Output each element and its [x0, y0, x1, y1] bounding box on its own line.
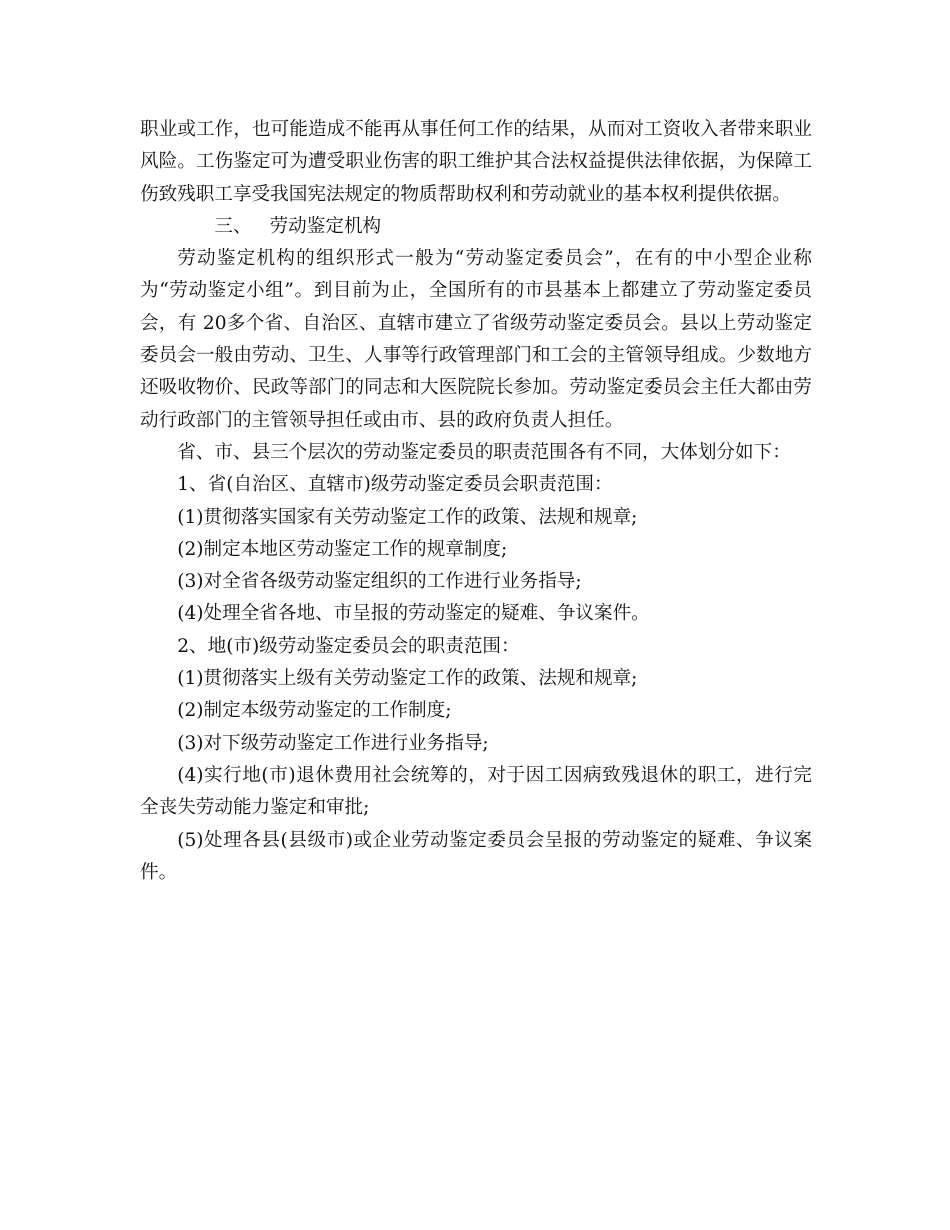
intro-paragraph: 职业或工作，也可能造成不能再从事任何工作的结果，从而对工资收入者带来职业风险。工伤鉴定可为遭受职业伤害的职工维护其合法权益提供法律依据，为保障工伤致残职工享受我国宪法规定的物质帮助权利和劳动就业的基本权利提供依据。 [140, 119, 812, 205]
document-page [140, 114, 812, 889]
scope-intro: 省、市、县三个层次的劳动鉴定委员的职责范围各有不同，大体划分如下： [177, 441, 791, 463]
section-title: 劳动鉴定机构 [269, 215, 382, 237]
provincial-item: (3)对全省各级劳动鉴定组织的工作进行业务指导; [177, 571, 582, 593]
municipal-item: (2)制定本级劳动鉴定的工作制度; [177, 700, 452, 722]
municipal-item: (1)贯彻落实上级有关劳动鉴定工作的政策、法规和规章; [177, 668, 638, 690]
municipal-item: (4)实行地(市)退休费用社会统筹的，对于因工因病致残退休的职工，进行完全丧失劳动能力鉴定和审批; [140, 764, 812, 819]
provincial-item: (4)处理全省各地、市呈报的劳动鉴定的疑难、争议案件。 [177, 603, 650, 625]
section-number: 三、 [214, 215, 252, 237]
municipal-title: 2、地(市)级劳动鉴定委员会的职责范围： [177, 635, 520, 657]
section-paragraph: 劳动鉴定机构的组织形式一般为“劳动鉴定委员会”，在有的中小型企业称为“劳动鉴定小组”。到目前为止，全国所有的市县基本上都建立了劳动鉴定委员会，有 20多个省、自治区、直辖市建立了省级劳动鉴定委员会。县以上劳动鉴定委员会一般由劳动、卫生、人事等行政管理部门和工会的主管领导组成。少数地方还吸收物价、民政等部门的同志和大医院院长参加。劳动鉴定委员会主任大都由劳动行政部门的主管领导担任或由市、县的政府负责人担任。 [140, 248, 812, 431]
provincial-title: 1、省(自治区、直辖市)级劳动鉴定委员会职责范围： [177, 474, 613, 496]
section-heading [140, 211, 812, 243]
provincial-item: (2)制定本地区劳动鉴定工作的规章制度; [177, 538, 508, 560]
municipal-item: (3)对下级劳动鉴定工作进行业务指导; [177, 732, 489, 754]
municipal-item: (5)处理各县(县级市)或企业劳动鉴定委员会呈报的劳动鉴定的疑难、争议案件。 [140, 829, 812, 883]
provincial-item: (1)贯彻落实国家有关劳动鉴定工作的政策、法规和规章; [177, 506, 638, 528]
